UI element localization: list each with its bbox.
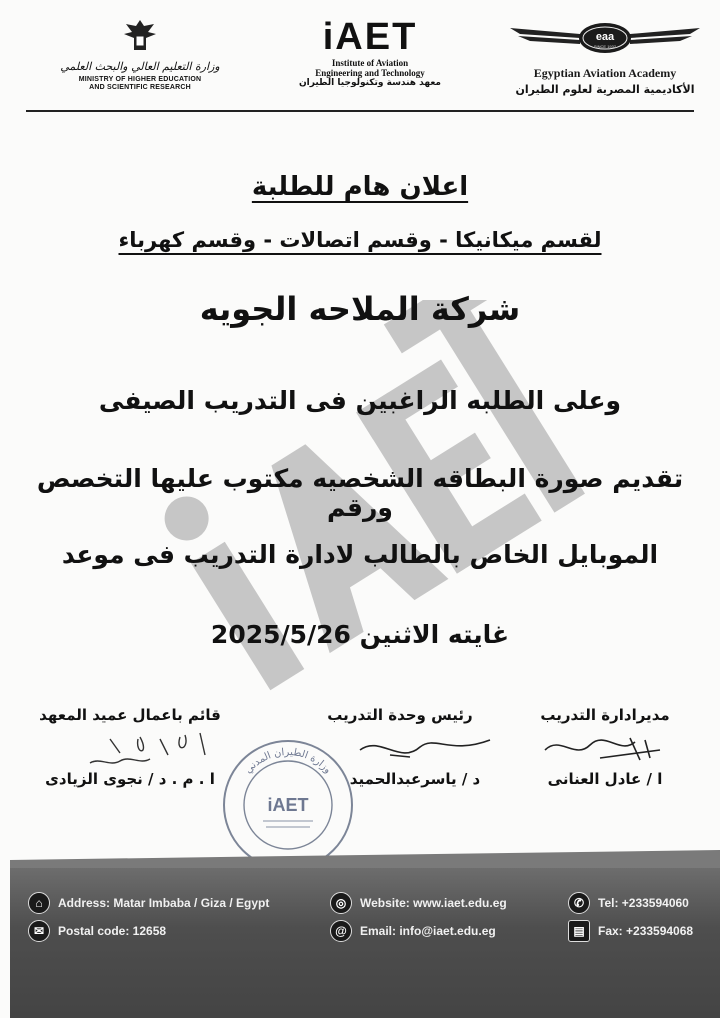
- footer-email[interactable]: [330, 920, 496, 942]
- footer-website-text[interactable]: Website: www.iaet.edu.eg: [360, 896, 507, 910]
- footer-tel-text: Tel: +233594060: [598, 896, 689, 910]
- iaet-english-line2: Engineering and Technology: [315, 68, 425, 78]
- signature-name-training-unit-head: د / ياسرعبدالحميد: [349, 770, 481, 788]
- signature-title-acting-dean: قائم باعمال عميد المعهد: [39, 706, 221, 724]
- academy-badge-sub: SINCE 1932: [593, 44, 617, 49]
- footer-postal-text: Postal code: 12658: [58, 924, 167, 938]
- iaet-arabic-name: معهد هندسة وتكنولوجيا الطيران: [299, 78, 441, 88]
- ministry-logo-block: [50, 18, 230, 92]
- iaet-logo-block: [265, 18, 475, 88]
- eagle-emblem-icon: [120, 18, 160, 54]
- stamp-logo: iAET: [267, 795, 309, 815]
- footer-email-text[interactable]: Email: info@iaet.edu.eg: [360, 924, 496, 938]
- ministry-arabic-name: وزارة التعليم العالي والبحث العلمي: [60, 60, 220, 73]
- footer-fax-text: Fax: +233594068: [598, 924, 694, 938]
- footer-tel: [568, 892, 689, 914]
- notice-company: شركة الملاحه الجويه: [199, 290, 521, 328]
- stamp-ring-text: وزارة الطيران المدني: [242, 746, 334, 776]
- footer-fax: [568, 920, 693, 942]
- globe-icon: ◎: [330, 892, 352, 914]
- envelope-icon: ✉: [28, 920, 50, 942]
- at-sign-icon: @: [330, 920, 352, 942]
- iaet-logo: iAET: [322, 16, 418, 58]
- phone-icon: ✆: [568, 892, 590, 914]
- notice-departments: [0, 228, 720, 252]
- academy-english-name: Egyptian Aviation Academy: [533, 66, 677, 80]
- notice-title-text: اعلان هام للطلبة: [251, 172, 469, 202]
- ministry-english-line1: MINISTRY OF HIGHER EDUCATION: [78, 76, 202, 83]
- winged-badge-icon: [510, 22, 700, 56]
- notice-departments-text: لقسم ميكانيكا - وقسم اتصالات - وقسم كهرباء: [118, 228, 602, 252]
- fax-icon: ▤: [568, 920, 590, 942]
- academy-arabic-name: الأكاديمية المصرية لعلوم الطيران: [515, 83, 695, 96]
- letterhead: [20, 18, 710, 114]
- institute-stamp-seal: [218, 735, 358, 875]
- handwritten-signature-1: [540, 730, 670, 770]
- academy-badge-text: eaa: [595, 31, 615, 43]
- footer: [10, 868, 720, 1018]
- notice-line-3: الموبايل الخاص بالطالب لادارة التدريب فى موعد: [61, 540, 659, 569]
- notice-line-2: تقديم صورة البطاقه الشخصيه مكتوب عليها التخصص ورقم: [36, 464, 684, 522]
- notice-title: [0, 172, 720, 202]
- notice-line-1: وعلى الطلبه الراغبين فى التدريب الصيفى: [98, 386, 622, 415]
- ministry-english-line2: AND SCIENTIFIC RESEARCH: [89, 84, 191, 91]
- footer-address-text: Address: Matar Imbaba / Giza / Egypt: [58, 896, 270, 910]
- signature-title-training-manager: مديرادارة التدريب: [540, 706, 670, 724]
- footer-postal: [28, 920, 166, 942]
- signature-title-training-unit-head: رئيس وحدة التدريب: [327, 706, 473, 724]
- home-icon: ⌂: [28, 892, 50, 914]
- iaet-english-line1: Institute of Aviation: [331, 58, 409, 68]
- footer-address: [28, 892, 269, 914]
- notice-deadline: غايته الاثنين 2025/5/26: [210, 620, 510, 649]
- header-divider: [26, 110, 694, 112]
- academy-logo-block: [500, 22, 710, 96]
- signature-name-acting-dean: ا . م . د / نجوى الزيادى: [45, 770, 215, 788]
- handwritten-signature-3: [80, 725, 220, 773]
- footer-website[interactable]: [330, 892, 507, 914]
- handwritten-signature-2: [350, 725, 500, 770]
- signature-name-training-manager: ا / عادل العنانى: [547, 770, 663, 788]
